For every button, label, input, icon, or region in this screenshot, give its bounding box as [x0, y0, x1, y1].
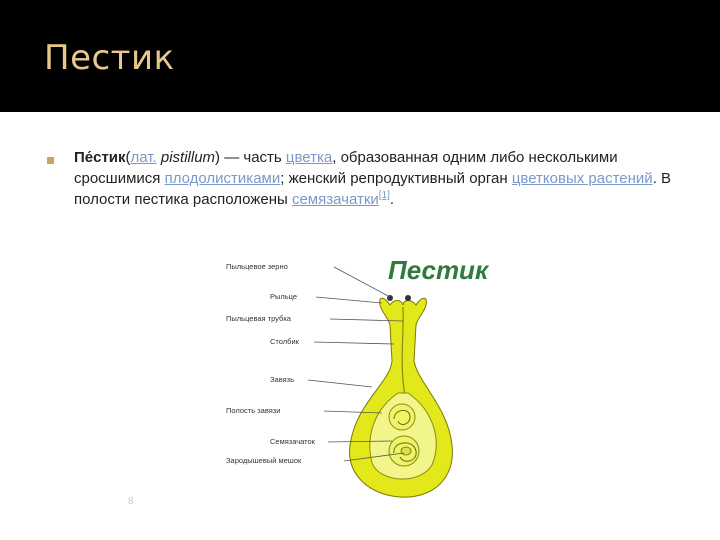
- flower-link[interactable]: цветка: [285, 149, 333, 166]
- pollen-grain-right: [405, 295, 411, 301]
- title-bar: [0, 0, 720, 112]
- pistil-diagram: [222, 243, 542, 515]
- footnote-link[interactable]: [1]: [378, 190, 390, 201]
- slide-title: Пестик: [44, 38, 175, 78]
- label-stigma: Рыльце: [270, 292, 298, 301]
- text-segment-1: ) — часть: [215, 149, 286, 166]
- text-segment-2: , образованная одним либо несколькими сросшимися: [74, 149, 618, 187]
- ovule-lower: [389, 436, 419, 466]
- flowering-plants-link[interactable]: цветковых растений: [511, 170, 653, 187]
- latin-word: pistillum: [160, 149, 216, 166]
- carpels-link[interactable]: плодолистиками: [164, 170, 281, 187]
- label-pollen-grain: Пыльцевое зерно: [226, 262, 288, 271]
- bullet-marker-icon: [47, 157, 54, 164]
- text-segment-5: .: [389, 191, 395, 208]
- label-ovary-cavity: Полость завязи: [226, 406, 281, 415]
- open-paren: (: [125, 149, 131, 166]
- definition-paragraph: [74, 147, 694, 210]
- page-number: 8: [128, 496, 134, 507]
- label-pollen-tube: Пыльцевая трубка: [226, 314, 291, 323]
- label-ovule: Семязачаток: [270, 437, 315, 446]
- term-pistil: Пе́стик: [74, 149, 126, 166]
- label-embryo-sac: Зародышевый мешок: [226, 456, 302, 465]
- label-style: Столбик: [270, 337, 299, 346]
- ovule-upper: [389, 404, 415, 430]
- text-segment-4: . В полости пестика расположены: [74, 170, 672, 208]
- ovules-link[interactable]: семязачатки: [291, 191, 379, 208]
- latin-abbrev-link[interactable]: лат.: [130, 149, 157, 166]
- text-segment-3: ; женский репродуктивный орган: [280, 170, 512, 187]
- diagram-title: Пестик: [388, 255, 489, 285]
- label-ovary: Завязь: [270, 375, 295, 384]
